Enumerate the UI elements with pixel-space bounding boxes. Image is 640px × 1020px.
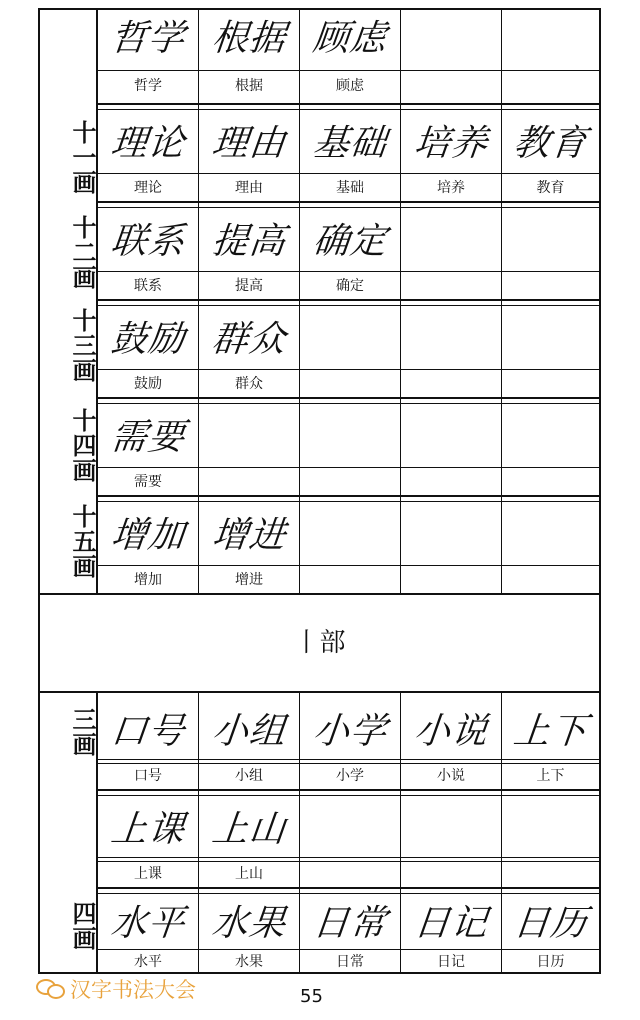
- stroke-label-12: 十二画: [68, 215, 96, 290]
- handwritten-word: 联系: [108, 221, 188, 262]
- printed-word: 增加: [134, 572, 162, 588]
- stroke-count-column-bottom: [40, 693, 98, 972]
- word-cell: [401, 105, 502, 201]
- printed-word: 确定: [336, 278, 364, 294]
- handwritten-word: 哲学: [108, 18, 188, 59]
- printed-word: 哲学: [134, 78, 162, 94]
- handwritten-word: 口号: [108, 711, 188, 752]
- handwritten-word: 日常: [310, 903, 390, 944]
- stroke-label-11: 十一画: [68, 120, 96, 195]
- word-cell: [199, 203, 300, 299]
- word-row: [98, 399, 599, 497]
- word-cell: [502, 889, 599, 972]
- watermark: [36, 974, 196, 1004]
- handwritten-word: 小说: [411, 711, 491, 752]
- word-cell: [502, 301, 599, 397]
- stroke-label-14: 十四画: [68, 408, 96, 483]
- word-cell: [401, 301, 502, 397]
- stroke-label-4: 四画: [68, 901, 96, 951]
- word-cell: [98, 10, 199, 103]
- handwritten-word: [499, 511, 601, 561]
- word-cell: [300, 10, 401, 103]
- word-cell: [300, 105, 401, 201]
- handwritten-word: 日记: [411, 903, 491, 944]
- handwritten-word: [499, 315, 601, 365]
- word-cell: [199, 105, 300, 201]
- word-cell: [300, 889, 401, 972]
- printed-word: 小组: [235, 768, 263, 784]
- handwritten-word: 日历: [511, 903, 590, 944]
- word-row: [98, 889, 599, 972]
- radical-section-title: 丨部: [40, 593, 599, 693]
- printed-word: 教育: [536, 180, 565, 196]
- printed-word: 需要: [134, 474, 162, 490]
- word-cell: [401, 399, 502, 495]
- handwritten-word: 基础: [310, 123, 390, 164]
- printed-word: 基础: [336, 180, 364, 196]
- printed-word: 顾虑: [336, 78, 364, 94]
- printed-word: 提高: [235, 278, 263, 294]
- handwritten-word: [398, 805, 503, 855]
- word-cell: [199, 399, 300, 495]
- chat-bubbles-icon: [36, 977, 66, 1001]
- word-row: [98, 791, 599, 889]
- printed-word: 日记: [437, 954, 465, 970]
- handwritten-word: 群众: [209, 319, 289, 360]
- page-number: 55: [300, 986, 323, 1007]
- handwritten-word: [297, 805, 402, 855]
- handwritten-word: [398, 315, 503, 365]
- word-cell: [98, 693, 199, 789]
- handwritten-word: 上下: [511, 711, 590, 752]
- handwritten-word: 根据: [209, 18, 289, 59]
- printed-word: 群众: [235, 376, 263, 392]
- stroke-label-13: 十三画: [68, 308, 96, 383]
- handwritten-word: 水果: [209, 903, 289, 944]
- handwritten-word: 需要: [108, 417, 188, 458]
- handwritten-word: 小学: [310, 711, 390, 752]
- word-cell: [401, 10, 502, 103]
- stroke-label-3: 三画: [68, 707, 96, 757]
- handwritten-word: 小组: [209, 711, 289, 752]
- word-cell: [401, 497, 502, 593]
- word-cell: [401, 693, 502, 789]
- word-cell: [98, 105, 199, 201]
- word-cell: [199, 791, 300, 887]
- handwritten-word: [398, 511, 503, 561]
- word-row: [98, 203, 599, 301]
- handwritten-word: 培养: [411, 123, 491, 164]
- word-cell: [502, 791, 599, 887]
- printed-word: 口号: [134, 768, 162, 784]
- word-cell: [401, 889, 502, 972]
- handwritten-word: 理论: [108, 123, 188, 164]
- watermark-text: 汉字书法大会: [70, 978, 196, 1002]
- handwritten-word: [398, 413, 503, 463]
- handwritten-word: [499, 14, 601, 64]
- word-cell: [199, 889, 300, 972]
- word-cell: [502, 497, 599, 593]
- stroke-count-column-top: [40, 10, 98, 593]
- word-row: [98, 105, 599, 203]
- handwritten-word: 增进: [209, 515, 289, 556]
- word-cell: [300, 693, 401, 789]
- printed-word: 培养: [437, 180, 465, 196]
- copybook-page: [38, 8, 601, 974]
- word-cell: [98, 497, 199, 593]
- printed-word: 日历: [536, 954, 565, 970]
- printed-word: 上下: [536, 768, 565, 784]
- word-cell: [502, 399, 599, 495]
- word-cell: [98, 399, 199, 495]
- handwritten-word: 增加: [108, 515, 188, 556]
- word-cell: [401, 203, 502, 299]
- handwritten-word: [297, 413, 402, 463]
- handwritten-word: [398, 14, 503, 64]
- word-cell: [98, 889, 199, 972]
- printed-word: 根据: [235, 78, 263, 94]
- printed-word: 小学: [336, 768, 364, 784]
- word-cell: [199, 497, 300, 593]
- printed-word: 理论: [134, 180, 162, 196]
- word-row: [98, 10, 599, 105]
- word-cell: [300, 497, 401, 593]
- handwritten-word: [297, 315, 402, 365]
- printed-word: 小说: [437, 768, 465, 784]
- word-cell: [199, 693, 300, 789]
- word-cell: [502, 203, 599, 299]
- handwritten-word: 顾虑: [310, 18, 390, 59]
- handwritten-word: 上课: [108, 809, 188, 850]
- handwritten-word: 上山: [209, 809, 289, 850]
- handwritten-word: [398, 217, 503, 267]
- word-cell: [300, 301, 401, 397]
- printed-word: 上课: [134, 866, 162, 882]
- printed-word: 上山: [235, 866, 263, 882]
- handwritten-word: [499, 805, 601, 855]
- word-cell: [401, 791, 502, 887]
- printed-word: 水平: [134, 954, 162, 970]
- printed-word: 鼓励: [134, 376, 162, 392]
- printed-word: 理由: [235, 180, 263, 196]
- word-cell: [300, 203, 401, 299]
- handwritten-word: 理由: [209, 123, 289, 164]
- printed-word: 联系: [134, 278, 162, 294]
- handwritten-word: 鼓励: [108, 319, 188, 360]
- word-cell: [300, 791, 401, 887]
- handwritten-word: 教育: [511, 123, 590, 164]
- handwritten-word: 水平: [108, 903, 188, 944]
- word-cell: [502, 693, 599, 789]
- word-cell: [502, 10, 599, 103]
- word-cell: [502, 105, 599, 201]
- word-row: [98, 497, 599, 593]
- printed-word: 水果: [235, 954, 263, 970]
- word-cell: [199, 10, 300, 103]
- word-cell: [98, 791, 199, 887]
- handwritten-word: [196, 413, 301, 463]
- handwritten-word: 提高: [209, 221, 289, 262]
- word-cell: [199, 301, 300, 397]
- word-cell: [98, 301, 199, 397]
- printed-word: 日常: [336, 954, 364, 970]
- word-row: [98, 693, 599, 791]
- handwritten-word: [499, 217, 601, 267]
- word-cell: [98, 203, 199, 299]
- word-cell: [300, 399, 401, 495]
- stroke-label-15: 十五画: [68, 504, 96, 579]
- word-row: [98, 301, 599, 399]
- handwritten-word: [297, 511, 402, 561]
- printed-word: 增进: [235, 572, 263, 588]
- handwritten-word: [499, 413, 601, 463]
- handwritten-word: 确定: [310, 221, 390, 262]
